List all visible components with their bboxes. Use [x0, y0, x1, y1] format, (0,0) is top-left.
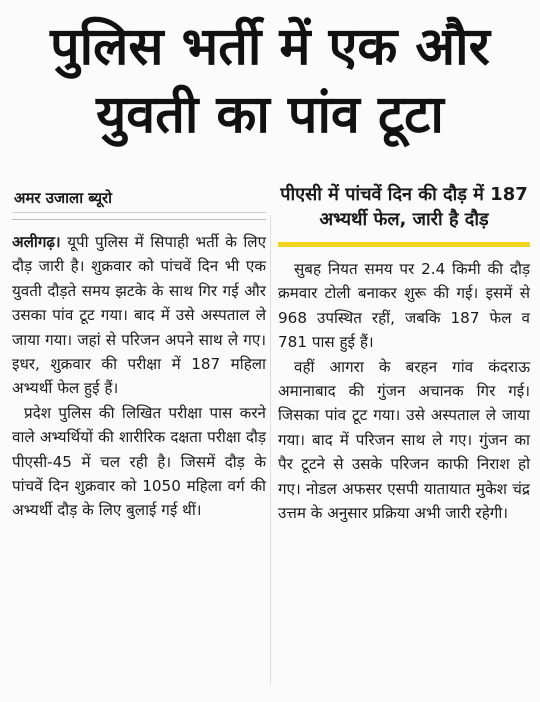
left-column: [12, 188, 266, 523]
right-paragraph-1: सुबह नियत समय पर 2.4 किमी की दौड़ क्रमवार टोली बनाकर शुरू की गई। इसमें से 968 उपस्थित रहीं, जबकि 187 फेल व 781 पास हुई हैं।: [278, 260, 530, 352]
byline: अमर उजाला ब्यूरो: [12, 188, 266, 213]
right-paragraph-2: वहीं आगरा के बरहन गांव कंदराऊ अमानाबाद की गुंजन अचानक गिर गई। जिसका पांव टूट गया। उसे अस्पताल ले जाया गया। बाद में परिजन साथ ले गए। गुंजन का पैर टूटने से उसके परिजन काफी निराश हो गए। नोडल अफसर एसपी यातायात मुकेश चंद्र उत्तम के अनुसार प्रक्रिया अभी जारी रहेगी।: [278, 357, 530, 523]
left-paragraph-1: [12, 230, 266, 401]
accent-bar: [278, 242, 530, 247]
dateline: अलीगढ़।: [12, 233, 61, 251]
column-divider: [270, 215, 271, 685]
byline-divider: [12, 219, 266, 220]
headline-line-1: पुलिस भर्ती में एक और: [50, 17, 490, 77]
headline-line-2: युवती का पांव टूटा: [96, 85, 444, 145]
headline: [0, 14, 540, 148]
left-paragraph-2: प्रदेश पुलिस की लिखित परीक्षा पास करने वाले अभ्यर्थियों की शारीरिक दक्षता परीक्षा दौड़ पीएसी-45 में चल रही है। जिसमें दौड़ के पांचवें दिन शुक्रवार को 1050 महिला वर्ग की अभ्यर्थी दौड़ के लिए बुलाई गई थीं।: [12, 403, 266, 520]
subheadline: पीएसी में पांचवें दिन की दौड़ में 187 अभ्यर्थी फेल, जारी है दौड़: [280, 184, 528, 230]
left-paragraph-1-text: यूपी पुलिस में सिपाही भर्ती के लिए दौड़ जारी है। शुक्रवार को पांचवें दिन भी एक युवती दौड़ते समय झटके के साथ गिर गई और उसका पांव टूट गया। बाद में उसे अस्पताल ले जाया गया। जहां से परिजन अपने साथ ले गए। इधर, शुक्रवार की परीक्षा में 187 महिला अभ्यर्थी फेल हुई हैं।: [12, 233, 266, 398]
right-column: [278, 182, 530, 525]
